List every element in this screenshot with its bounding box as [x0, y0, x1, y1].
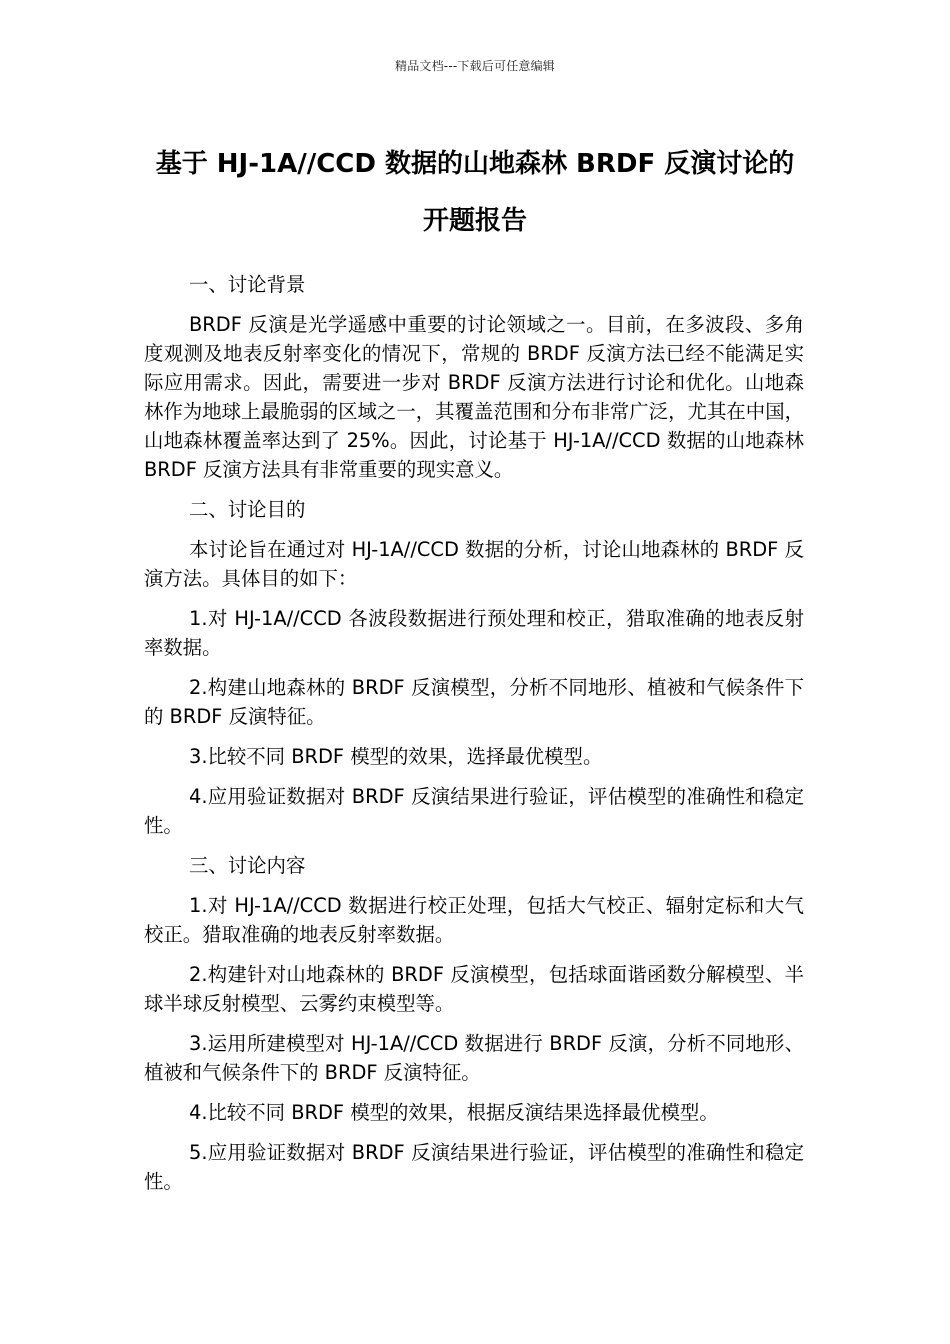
header-note: 精品文档---下载后可任意编辑: [395, 59, 555, 73]
document-body: [144, 270, 804, 1207]
section-heading-purpose: 二、讨论目的: [189, 498, 306, 521]
content-item: 1.对 HJ-1A//CCD 数据进行校正处理，包括大气校正、辐射定标和大气校正。猎取准确的地表反射率数据。: [144, 894, 804, 946]
title-line-1: 基于 HJ-1A//CCD 数据的山地森林 BRDF 反演讨论的: [155, 149, 795, 179]
document-title: [90, 136, 860, 250]
background-paragraph: BRDF 反演是光学遥感中重要的讨论领域之一。目前，在多波段、多角度观测及地表反射率变化的情况下，常规的 BRDF 反演方法已经不能满足实际应用需求。因此，需要进一步对 BRDF 反演方法进行讨论和优化。山地森林作为地球上最脆弱的区域之一，其覆盖范围和分布非常广泛，尤其在中国，山地森林覆盖率达到了 25%。因此，讨论基于 HJ-1A//CCD 数据的山地森林 BRDF 反演方法具有非常重要的现实意义。: [144, 313, 804, 481]
title-line-2: 开题报告: [422, 206, 527, 236]
section-heading-content: 三、讨论内容: [189, 854, 306, 877]
purpose-item: 1.对 HJ-1A//CCD 各波段数据进行预处理和校正，猎取准确的地表反射率数据。: [144, 607, 804, 659]
content-item: 4.比较不同 BRDF 模型的效果，根据反演结果选择最优模型。: [189, 1101, 719, 1124]
content-item: 2.构建针对山地森林的 BRDF 反演模型，包括球面谐函数分解模型、半球半球反射模型、云雾约束模型等。: [144, 963, 804, 1015]
purpose-item: 4.应用验证数据对 BRDF 反演结果进行验证，评估模型的准确性和稳定性。: [144, 785, 804, 837]
purpose-item: 2.构建山地森林的 BRDF 反演模型，分析不同地形、植被和气候条件下的 BRDF 反演特征。: [144, 676, 804, 728]
content-item: 3.运用所建模型对 HJ-1A//CCD 数据进行 BRDF 反演，分析不同地形、植被和气候条件下的 BRDF 反演特征。: [144, 1032, 804, 1084]
purpose-item: 3.比较不同 BRDF 模型的效果，选择最优模型。: [189, 745, 603, 768]
purpose-intro-paragraph: 本讨论旨在通过对 HJ-1A//CCD 数据的分析，讨论山地森林的 BRDF 反演方法。具体目的如下：: [144, 538, 804, 590]
content-item: 5.应用验证数据对 BRDF 反演结果进行验证，评估模型的准确性和稳定性。: [144, 1141, 804, 1193]
section-heading-background: 一、讨论背景: [189, 273, 306, 296]
